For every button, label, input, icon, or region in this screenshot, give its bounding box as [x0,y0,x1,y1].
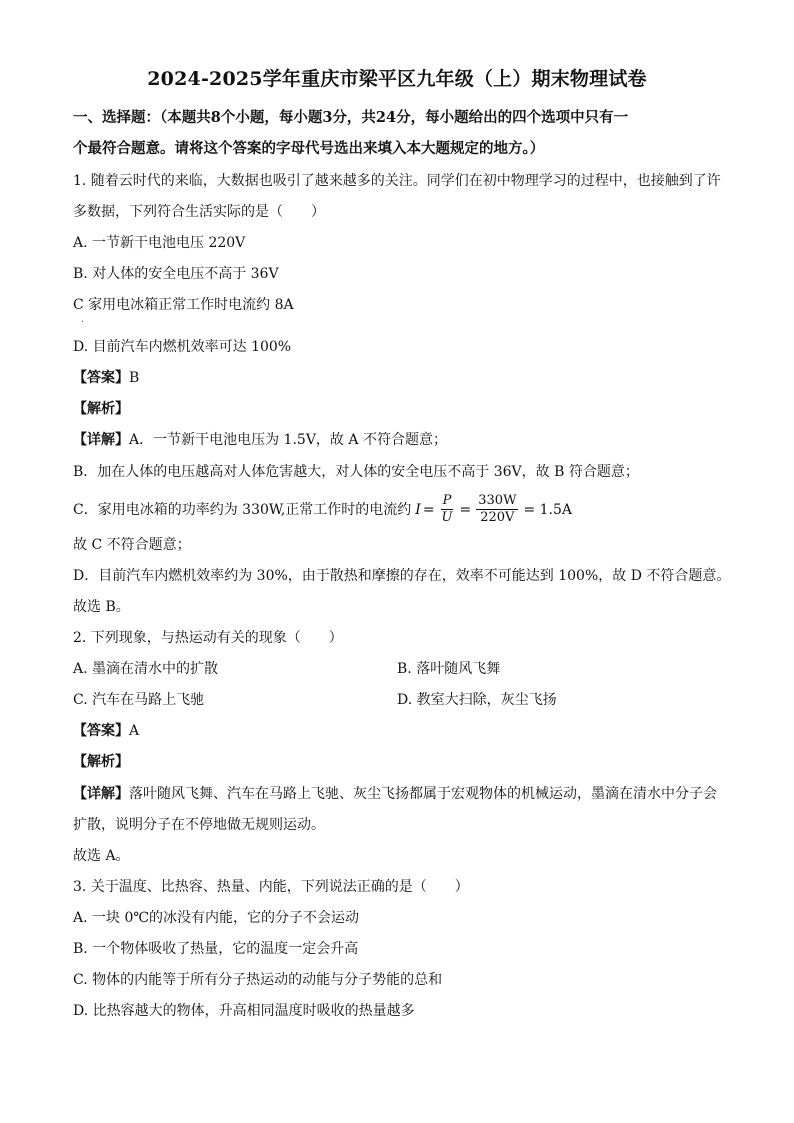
q3-option-d: D. 比热容越大的物体，升高相同温度时吸收的热量越多 [73,1003,415,1019]
formula-equals-2: = [459,501,472,518]
q1-analysis-tag: 【解析】 [73,401,129,417]
q2-option-a: A. 墨滴在清水中的扩散 [73,661,219,677]
exam-title: 2024-2025学年重庆市梁平区九年级（上）期末物理试卷 [147,68,647,90]
answer-value: B [129,370,140,386]
q3-option-c: C. 物体的内能等于所有分子热运动的动能与分子势能的总和 [73,972,443,988]
formula-current: I [415,501,421,518]
q1-option-a: A. 一节新干电池电压 220V [73,235,246,251]
answer-value: A [129,723,140,739]
q2-explain-line-1 [73,784,717,804]
explain-text: 落叶随风飞舞、汽车在马路上飞驰、灰尘飞扬都属于宏观物体的机械运动，墨滴在清水中分子会 [129,786,717,802]
formula-fraction-pu [440,493,455,526]
q1-stem-line-2: 多数据，下列符合生活实际的是（ ） [73,204,325,220]
formula-denominator: 220V [480,510,515,525]
q1-explain-c [73,493,572,526]
formula-result: = 1.5A [523,501,572,518]
explain-a-text: A．一节新干电池电压为 1.5V，故 A 不符合题意； [129,432,447,448]
formula-numerator: 330W [478,493,517,508]
answer-tag: 【答案】 [73,370,129,386]
q2-answer [73,721,139,741]
explain-c-text: C．家用电冰箱的功率约为 330W,正常工作时的电流约 [73,501,412,518]
q1-option-c: C 家用电冰箱正常工作时电流约 8A [73,297,294,313]
detail-tag: 【详解】 [73,432,129,448]
q3-option-b: B. 一个物体吸收了热量，它的温度一定会升高 [73,941,359,957]
q1-option-b: B. 对人体的安全电压不高于 36V [73,266,279,282]
q2-analysis-tag: 【解析】 [73,754,129,770]
section-heading-line-1: 一、选择题：（本题共8个小题，每小题3分，共24分，每小题给出的四个选项中只有一 [73,109,629,126]
answer-tag: 【答案】 [73,723,129,739]
stray-dot: · [81,317,85,328]
q3-option-a: A. 一块 0℃的冰没有内能，它的分子不会运动 [73,910,360,926]
section-heading-line-2: 个最符合题意。请将这个答案的字母代号选出来填入本大题规定的地方。） [73,140,545,157]
q1-explain-c-conclusion: 故 C 不符合题意； [73,537,191,553]
q1-explain-a [73,430,447,450]
q1-choose: 故选 B。 [73,599,130,615]
q1-stem-line-1: 1. 随着云时代的来临，大数据也吸引了越来越多的关注。同学们在初中物理学习的过程中，也接触到了许 [73,173,721,189]
q1-explain-b: B．加在人体的电压越高对人体危害越大，对人体的安全电压不高于 36V，故 B 符合题意； [73,464,639,480]
formula-voltage: U [441,510,453,525]
q2-option-c: C. 汽车在马路上飞驰 [73,692,205,708]
formula-fraction-values [476,493,518,526]
q2-choose: 故选 A。 [73,848,130,864]
q2-option-b: B. 落叶随风飞舞 [397,661,501,677]
q1-answer [73,368,139,388]
q1-option-d: D. 目前汽车内燃机效率可达 100% [73,339,292,355]
q1-explain-d: D．目前汽车内燃机效率约为 30%，由于散热和摩擦的存在，效率不可能达到 100%，故 D 不符合题意。 [73,568,731,584]
q2-explain-line-2: 扩散，说明分子在不停地做无规则运动。 [73,817,325,833]
formula-equals-1: = [422,501,435,518]
q3-stem: 3. 关于温度、比热容、热量、内能，下列说法正确的是（ ） [73,879,469,895]
detail-tag: 【详解】 [73,786,129,802]
q2-stem: 2. 下列现象，与热运动有关的现象（ ） [73,630,343,646]
q2-option-d: D. 教室大扫除，灰尘飞扬 [397,692,557,708]
formula-power: P [442,493,452,508]
